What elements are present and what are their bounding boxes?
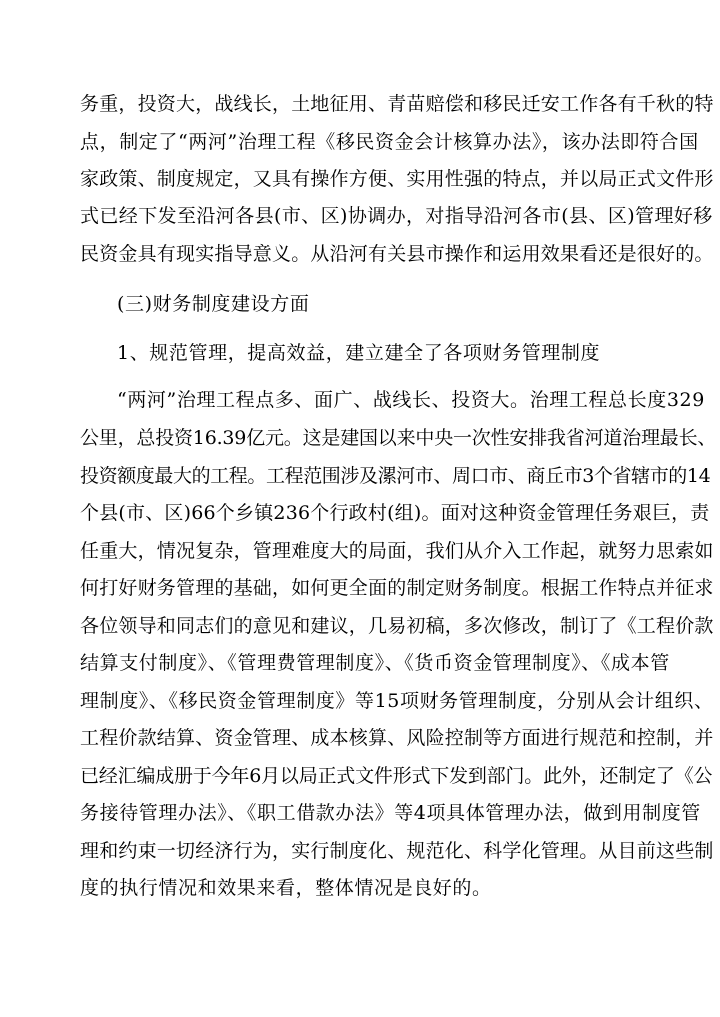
text-line: 度的执行情况和效果来看，整体情况是良好的。 bbox=[80, 877, 492, 899]
text-line: 任重大，情况复杂，管理难度大的局面，我们从介入工作起，就努力思索如 bbox=[80, 540, 714, 562]
text-line: 家政策、制度规定，又具有操作方便、实用性强的特点，并以局正式文件形 bbox=[80, 168, 714, 190]
text-line: 已经汇编成册于今年6月以局正式文件形式下发到部门。此外，还制定了《公 bbox=[80, 765, 713, 787]
text-line: 个县(市、区)66个乡镇236个行政村(组)。面对这种资金管理任务艰巨，责 bbox=[80, 502, 710, 524]
subsection-heading: 1、规范管理，提高效益，建立建全了各项财务管理制度 bbox=[117, 342, 601, 364]
text-line: 各位领导和同志们的意见和建议，几易初稿，多次修改，制订了《工程价款 bbox=[80, 615, 714, 637]
text-line: 理制度》、《移民资金管理制度》等15项财务管理制度，分别从会计组织、 bbox=[80, 690, 714, 712]
text-line: 工程价款结算、资金管理、成本核算、风险控制等方面进行规范和控制，并 bbox=[80, 727, 714, 749]
text-line: “两河”治理工程点多、面广、战线长、投资大。治理工程总长度329 bbox=[117, 389, 705, 411]
text-line: 点，制定了“两河”治理工程《移民资金会计核算办法》，该办法即符合国 bbox=[80, 131, 699, 153]
text-line: 何打好财务管理的基础，如何更全面的制定财务制度。根据工作特点并征求 bbox=[80, 577, 714, 599]
text-line: 投资额度最大的工程。工程范围涉及漯河市、周口市、商丘市3个省辖市的14 bbox=[80, 465, 711, 487]
section-heading: (三)财务制度建设方面 bbox=[117, 293, 310, 315]
text-line: 公里，总投资16.39亿元。这是建国以来中央一次性安排我省河道治理最长、 bbox=[80, 427, 717, 449]
text-line: 式已经下发至沿河各县(市、区)协调办，对指导沿河各市(县、区)管理好移 bbox=[80, 205, 713, 227]
text-line: 务重，投资大，战线长，土地征用、青苗赔偿和移民迁安工作各有千秋的特 bbox=[80, 93, 714, 115]
text-line: 民资金具有现实指导意义。从沿河有关县市操作和运用效果看还是很好的。 bbox=[80, 243, 714, 265]
text-line: 务接待管理办法》、《职工借款办法》等4项具体管理办法，做到用制度管 bbox=[80, 802, 701, 824]
text-line: 理和约束一切经济行为，实行制度化、规范化、科学化管理。从目前这些制 bbox=[80, 840, 714, 862]
text-line: 结算支付制度》、《管理费管理制度》、《货币资金管理制度》、《成本管 bbox=[80, 652, 670, 674]
